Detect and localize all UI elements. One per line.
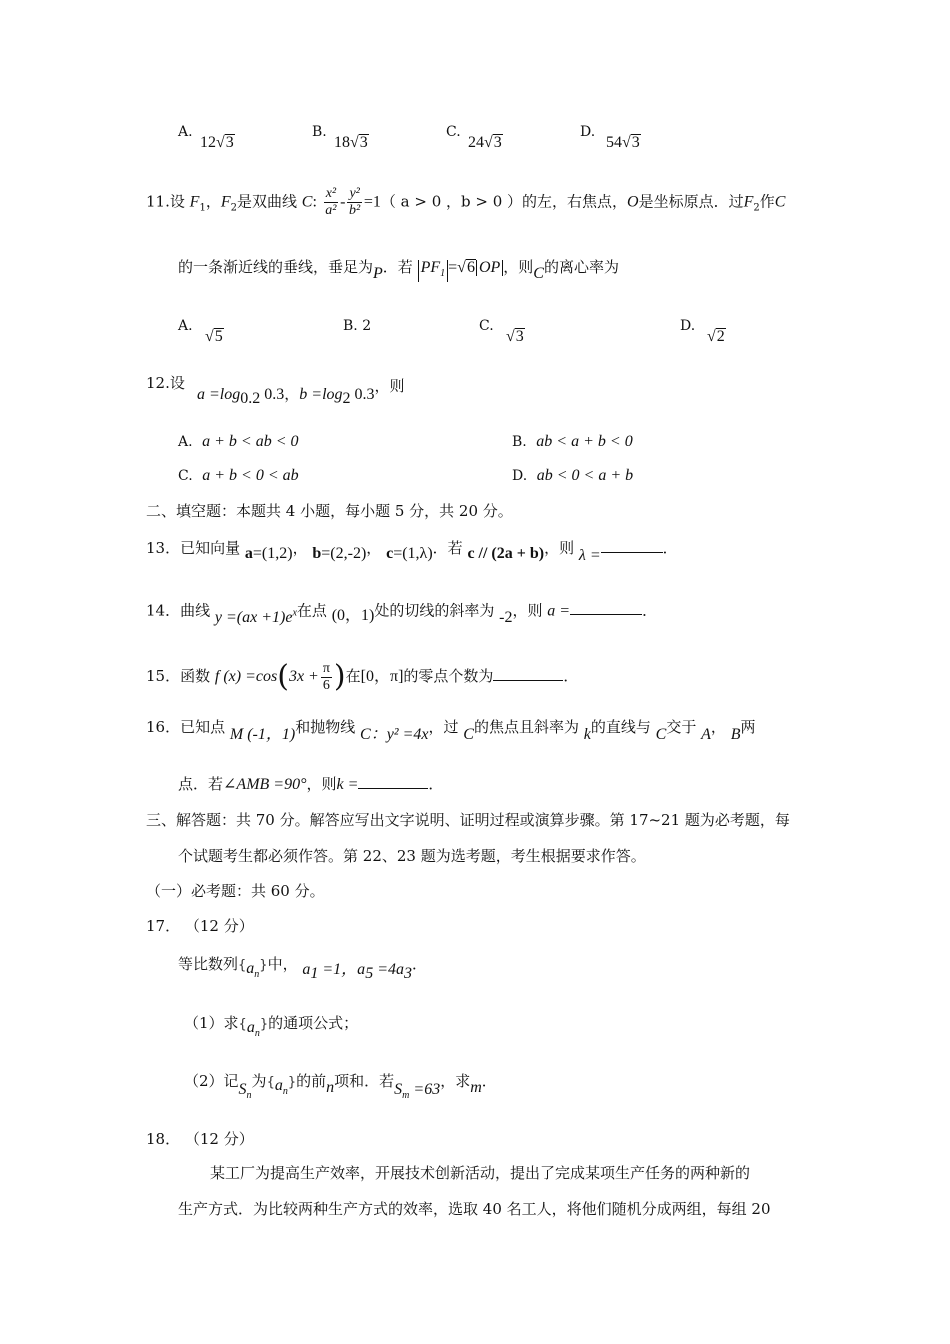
q13-answer-blank[interactable] <box>601 540 663 553</box>
q17-stem: 等比数列$\{a_n\}$中， $a_1 =1$，$a_5 =4a_3$． <box>178 955 427 983</box>
q11-option-c-value: √3 <box>506 328 524 345</box>
q10-option-d: D. <box>580 124 596 140</box>
q18-text-line2: 生产方式．为比较两种生产方式的效率，选取 40 名工人，将他们随机分成两组，每组 20 <box>178 1200 771 1218</box>
q12-option-c: C. a + b < 0 < ab <box>178 467 299 484</box>
q17-part1: （1）求$\{a_n\}$的通项公式； <box>184 1014 359 1040</box>
q10-option-b-value: 18√3 <box>334 134 368 151</box>
q16-stem-line2: 点．若∠AMB =90°，则k = ． <box>178 775 444 793</box>
q15-answer-blank[interactable] <box>493 668 563 681</box>
q11-option-a: A. <box>178 318 193 334</box>
q10-option-a: A. <box>178 124 193 140</box>
q10-option-b: B. <box>312 124 327 140</box>
q14-stem: 14．曲线 $y =(ax +1)e^x$在点 (0，1)处的切线的斜率为 -2，则 a = ． <box>146 601 658 627</box>
q10-option-c: C. <box>446 124 461 140</box>
q16-answer-blank[interactable] <box>358 776 428 789</box>
q17-header: 17． （12 分） <box>146 917 254 935</box>
q18-text-line1: 某工厂为提高生产效率，开展技术创新活动，提出了完成某项生产任务的两种新的 <box>210 1164 751 1182</box>
q17-part2: （2）记$S_n$为$\{a_n\}$的前n项和．若$S_m =63$，求m． <box>184 1072 497 1102</box>
q12-option-b: B. ab < a + b < 0 <box>512 433 633 450</box>
q10-option-a-value: 12√3 <box>200 134 234 151</box>
q12-option-a: A. a + b < ab < 0 <box>178 433 299 450</box>
q12-stem: 12.设 <box>146 374 185 392</box>
section2-heading: 二、填空题：本题共 4 小题，每小题 5 分，共 20 分。 <box>146 502 513 520</box>
q18-header: 18． （12 分） <box>146 1130 254 1148</box>
q10-option-d-value: 54√3 <box>606 134 640 151</box>
q11-frac-x: $\frac{\text{x²}}{\text{a²}}$ <box>325 186 337 218</box>
abs-pf1: $PF_1$ <box>418 260 449 282</box>
q11-stem-line1: 11.设 $F_1$，$F_2$是双曲线 C: $\frac{\text{x²}}{\text{a²}}$ - $\frac{\text{y²}}{\text{b²}}$ =1（ a > 0 ，b > 0 ）的左，右焦点，O是坐标原点．过$F_2$作C <box>146 186 786 218</box>
q10-option-c-value: 24√3 <box>468 134 502 151</box>
abs-op: OP <box>476 260 503 276</box>
q12-option-d: D. ab < 0 < a + b <box>512 467 634 484</box>
section3-heading-line2: 个试题考生都必须作答。第 22、23 题为选考题，考生根据要求作答。 <box>178 847 646 865</box>
q16-stem-line1: 16．已知点 M (-1，1)和抛物线 C：y² =4x，过 C的焦点且斜率为 k的直线与 C交于 A， B两 <box>146 718 756 743</box>
q13-stem: 13．已知向量 a=(1,2)， b=(2,-2)， c=(1,λ)．若 c // (2a + b)，则 λ = ． <box>146 539 678 564</box>
q11-option-b: B. 2 <box>343 318 372 334</box>
q11-option-c: C. <box>479 318 494 334</box>
q11-frac-y: $\frac{\text{y²}}{\text{b²}}$ <box>349 186 361 218</box>
q11-option-a-value: √5 <box>205 328 223 345</box>
section3-heading-line1: 三、解答题：共 70 分。解答应写出文字说明、证明过程或演算步骤。第 17~21 题为必考题，每 <box>146 811 790 829</box>
q11-stem-line2: 的一条渐近线的垂线，垂足为P．若 $PF_1 =√6$ OP ，则C的离心率为 <box>178 258 619 282</box>
q15-stem: 15．函数 f (x) =cos(3x + $\frac{\pi}{6}$ )在[0，π]的零点个数为 ． <box>146 659 579 694</box>
q12-expr: $a =\log_{0.2}$ 0.3，$b =\log_2$ 0.3，则 <box>197 377 405 407</box>
section3-subheading: （一）必考题：共 60 分。 <box>146 882 325 900</box>
q11-option-d: D. <box>680 318 696 334</box>
q11-option-d-value: √2 <box>707 328 725 345</box>
q14-answer-blank[interactable] <box>570 602 642 615</box>
